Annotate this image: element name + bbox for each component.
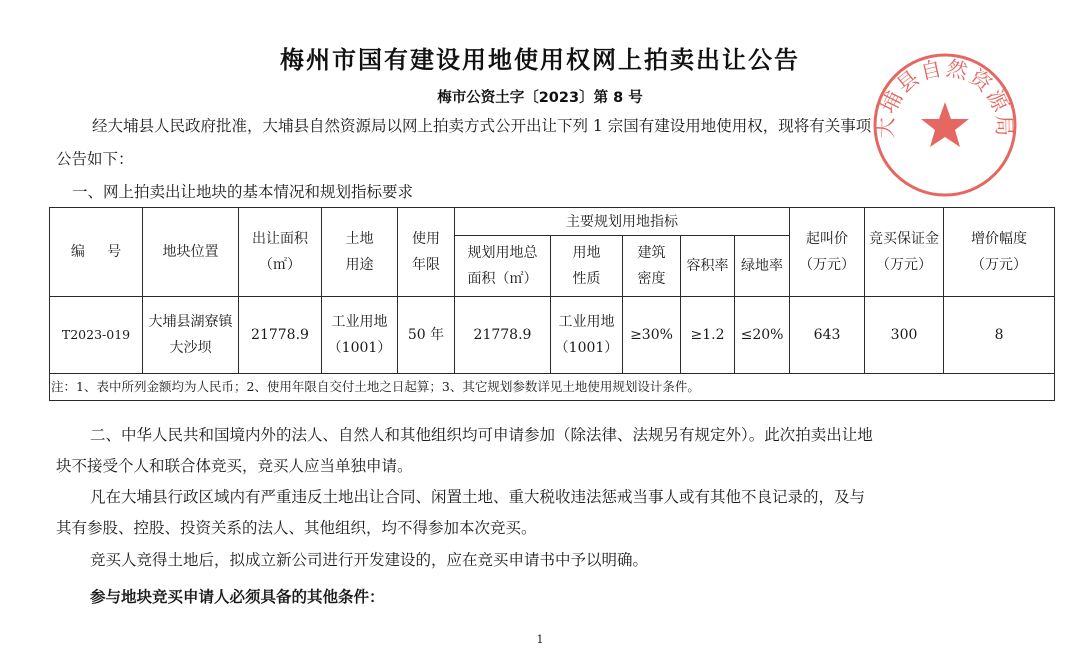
header-far: 容积率 xyxy=(681,236,735,297)
header-start-price: 起叫价 （万元） xyxy=(790,208,865,297)
section-2-line-5: 竞买人竞得土地后，拟成立新公司进行开发建设的，应在竞买申请书中予以明确。 xyxy=(90,551,649,569)
cell-area: 21778.9 xyxy=(239,297,322,374)
header-increment: 增价幅度 （万元） xyxy=(944,208,1055,297)
cell-location: 大埔县湖寮镇 大沙坝 xyxy=(143,297,239,374)
cell-increment: 8 xyxy=(944,297,1055,374)
header-plan-use: 用地 性质 xyxy=(551,236,623,297)
document-title: 梅州市国有建设用地使用权网上拍卖出让公告 xyxy=(280,46,800,74)
header-location: 地块位置 xyxy=(143,208,239,297)
header-id: 编 号 xyxy=(50,208,143,297)
cell-term: 50 年 xyxy=(398,297,455,374)
cell-id: T2023-019 xyxy=(50,297,143,374)
section-1-heading: 一、网上拍卖出让地块的基本情况和规划指标要求 xyxy=(72,183,414,201)
header-plan-area: 规划用地总 面积（㎡） xyxy=(455,236,551,297)
cell-far: ≥1.2 xyxy=(681,297,735,374)
header-density: 建筑 密度 xyxy=(623,236,681,297)
cell-land-use: 工业用地 （1001） xyxy=(322,297,398,374)
header-deposit: 竞买保证金 （万元） xyxy=(865,208,944,297)
header-land-use: 土地 用途 xyxy=(322,208,398,297)
intro-line-2: 公告如下： xyxy=(56,150,134,168)
section-2-line-2: 块不接受个人和联合体竞买，竞买人应当单独申请。 xyxy=(56,457,413,475)
section-2-line-3: 凡在大埔县行政区域内有严重违反土地出让合同、闲置土地、重大税收违法惩戒当事人或有其他不良记录的，及与 xyxy=(90,488,866,506)
table-note: 注：1、表中所列金额均为人民币；2、使用年限自交付土地之日起算；3、其它规划参数详见土地使用规划设计条件。 xyxy=(50,374,1055,401)
cell-plan-area: 21778.9 xyxy=(455,297,551,374)
plot-table xyxy=(49,207,1055,401)
header-planning-group: 主要规划用地指标 xyxy=(455,208,790,236)
cell-deposit: 300 xyxy=(865,297,944,374)
seal-text: 大埔县自然资源局 xyxy=(873,55,1017,139)
section-2-line-4: 其有参股、控股、投资关系的法人、其他组织，均不得参加本次竞买。 xyxy=(56,519,537,537)
requirements-heading: 参与地块竞买申请人必须具备的其他条件： xyxy=(90,588,385,606)
cell-density: ≥30% xyxy=(623,297,681,374)
table-row xyxy=(50,297,1055,374)
document-number: 梅市公资土字〔2023〕第 8 号 xyxy=(437,90,643,106)
cell-plan-use: 工业用地 （1001） xyxy=(551,297,623,374)
header-green: 绿地率 xyxy=(735,236,790,297)
page-number: 1 xyxy=(536,633,544,646)
cell-start-price: 643 xyxy=(790,297,865,374)
section-2-line-1: 二、中华人民共和国境内外的法人、自然人和其他组织均可申请参加（除法律、法规另有规定外）。此次拍卖出让地 xyxy=(90,426,873,444)
intro-line-1: 经大埔县人民政府批准，大埔县自然资源局以网上拍卖方式公开出让下列 1 宗国有建设用地使用权，现将有关事项 xyxy=(92,117,872,135)
header-term: 使用 年限 xyxy=(398,208,455,297)
header-area: 出让面积 （㎡） xyxy=(239,208,322,297)
cell-green: ≤20% xyxy=(735,297,790,374)
